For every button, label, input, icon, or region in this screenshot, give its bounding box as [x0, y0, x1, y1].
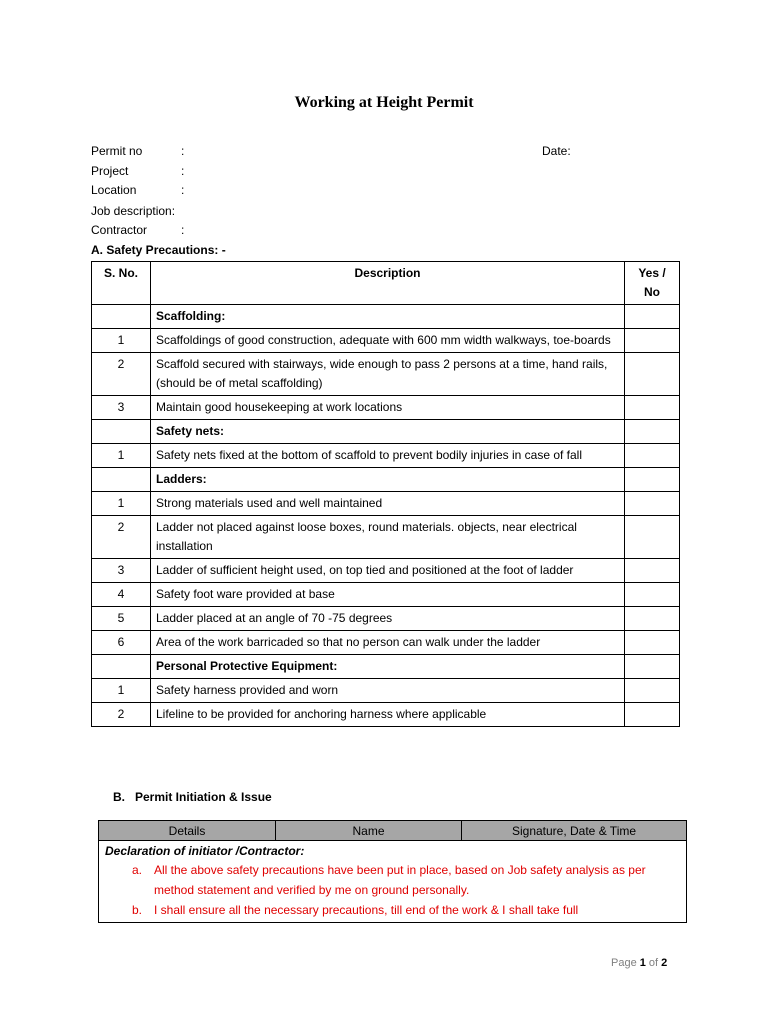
field-location	[91, 183, 185, 197]
date-label: Date:	[542, 144, 571, 158]
row-sno: 1	[92, 444, 151, 468]
section-label: Scaffolding:	[151, 305, 625, 329]
section-row	[92, 420, 680, 444]
safety-precautions-table	[91, 261, 680, 727]
declaration-title: Declaration of initiator /Contractor:	[105, 844, 305, 858]
field-contractor	[91, 223, 185, 237]
row-description: Lifeline to be provided for anchoring harness where applicable	[151, 703, 625, 727]
field-label: Contractor	[91, 223, 148, 237]
header-name: Name	[276, 821, 462, 841]
row-description: Safety harness provided and worn	[151, 679, 625, 703]
issue-header-row	[99, 821, 687, 841]
section-row	[92, 468, 680, 492]
page-total: 2	[661, 957, 668, 969]
row-yes-no-cell[interactable]	[625, 583, 680, 607]
section-b-letter: B.	[113, 790, 125, 804]
row-sno	[92, 420, 151, 444]
precautions-body	[92, 305, 680, 727]
declaration-item-text: I shall ensure all the necessary precautions, till end of the work & I shall take full	[154, 903, 579, 917]
row-yes-no-cell[interactable]	[625, 679, 680, 703]
section-label: Safety nets:	[151, 420, 625, 444]
section-label: Ladders:	[151, 468, 625, 492]
row-yes-no-cell[interactable]	[625, 444, 680, 468]
row-yes-no-cell[interactable]	[625, 516, 680, 559]
row-description: Safety nets fixed at the bottom of scaffold to prevent bodily injuries in case of fall	[151, 444, 625, 468]
row-description: Safety foot ware provided at base	[151, 583, 625, 607]
table-row	[92, 583, 680, 607]
row-yes-no-cell[interactable]	[625, 305, 680, 329]
field-colon: :	[181, 183, 185, 197]
row-description: Scaffoldings of good construction, adequate with 600 mm width walkways, toe-boards	[151, 329, 625, 353]
declaration-item-mark: a.	[132, 863, 143, 877]
table-row	[92, 444, 680, 468]
section-b-heading	[113, 790, 272, 804]
section-row	[92, 305, 680, 329]
field-job-description	[91, 204, 175, 218]
declaration-row	[99, 841, 687, 923]
table-header-row	[92, 262, 680, 305]
header-details: Details	[99, 821, 276, 841]
row-yes-no-cell[interactable]	[625, 420, 680, 444]
page-prefix: Page	[611, 957, 640, 969]
field-colon: :	[181, 223, 185, 237]
row-sno: 3	[92, 559, 151, 583]
table-row	[92, 559, 680, 583]
field-project	[91, 164, 185, 178]
row-description: Ladder placed at an angle of 70 -75 degrees	[151, 607, 625, 631]
declaration-item-mark: b.	[132, 903, 143, 917]
page-number	[611, 957, 667, 969]
field-label: Job description:	[91, 204, 176, 218]
table-row	[92, 631, 680, 655]
row-sno: 4	[92, 583, 151, 607]
row-yes-no-cell[interactable]	[625, 703, 680, 727]
field-colon: :	[181, 164, 185, 178]
page-current: 1	[639, 957, 646, 969]
page-sep: of	[645, 957, 662, 969]
row-yes-no-cell[interactable]	[625, 396, 680, 420]
row-description: Area of the work barricaded so that no person can walk under the ladder	[151, 631, 625, 655]
declaration-item-text: All the above safety precautions have been put in place, based on Job safety analysis as per method statement and verified by me on ground personally.	[154, 863, 646, 897]
row-yes-no-cell[interactable]	[625, 353, 680, 396]
table-row	[92, 492, 680, 516]
table-row	[92, 353, 680, 396]
field-label: Project	[91, 164, 129, 178]
row-sno: 5	[92, 607, 151, 631]
row-yes-no-cell[interactable]	[625, 468, 680, 492]
row-description: Scaffold secured with stairways, wide enough to pass 2 persons at a time, hand rails,(should be of metal scaffolding)	[151, 353, 625, 396]
row-description: Ladder of sufficient height used, on top tied and positioned at the foot of ladder	[151, 559, 625, 583]
section-b-title: Permit Initiation & Issue	[135, 790, 272, 804]
row-sno: 2	[92, 353, 151, 396]
row-sno: 1	[92, 329, 151, 353]
row-yes-no-cell[interactable]	[625, 492, 680, 516]
row-sno: 1	[92, 492, 151, 516]
row-sno	[92, 468, 151, 492]
table-row	[92, 703, 680, 727]
table-row	[92, 516, 680, 559]
section-label: Personal Protective Equipment:	[151, 655, 625, 679]
row-sno: 3	[92, 396, 151, 420]
table-row	[92, 396, 680, 420]
table-row	[92, 607, 680, 631]
permit-issue-table	[98, 820, 687, 923]
header-yes-no: Yes / No	[625, 262, 680, 305]
row-sno: 6	[92, 631, 151, 655]
table-row	[92, 329, 680, 353]
row-yes-no-cell[interactable]	[625, 607, 680, 631]
row-yes-no-cell[interactable]	[625, 329, 680, 353]
field-label: Permit no	[91, 144, 143, 158]
header-sno: S. No.	[92, 262, 151, 305]
row-yes-no-cell[interactable]	[625, 655, 680, 679]
declaration-cell	[99, 841, 687, 923]
page-title: Working at Height Permit	[294, 94, 474, 111]
declaration-item	[105, 860, 680, 900]
row-sno	[92, 655, 151, 679]
row-description: Maintain good housekeeping at work locations	[151, 396, 625, 420]
row-sno: 2	[92, 516, 151, 559]
row-description: Strong materials used and well maintained	[151, 492, 625, 516]
declaration-item	[105, 900, 680, 920]
row-sno: 2	[92, 703, 151, 727]
row-yes-no-cell[interactable]	[625, 631, 680, 655]
section-row	[92, 655, 680, 679]
header-signature: Signature, Date & Time	[462, 821, 687, 841]
header-description: Description	[151, 262, 625, 305]
field-permit-no	[91, 144, 185, 158]
row-description: Ladder not placed against loose boxes, round materials. objects, near electrical installation	[151, 516, 625, 559]
row-yes-no-cell[interactable]	[625, 559, 680, 583]
section-a-heading: A. Safety Precautions: -	[91, 243, 226, 257]
row-sno: 1	[92, 679, 151, 703]
field-colon: :	[181, 144, 185, 158]
row-sno	[92, 305, 151, 329]
field-label: Location	[91, 183, 137, 197]
table-row	[92, 679, 680, 703]
